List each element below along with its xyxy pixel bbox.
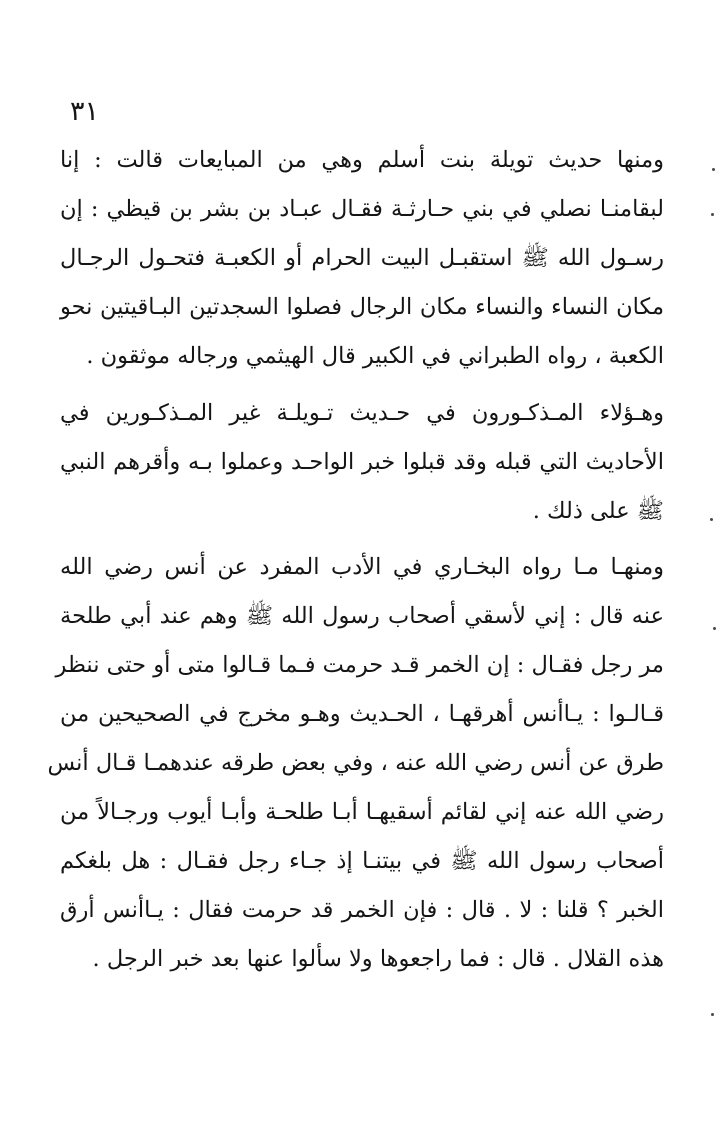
text-line: هذه القلال . قال : فما راجعوها ولا سألوا عنها بعد خبر الرجل . <box>92 946 664 972</box>
text-line: ﷺ على ذلك . <box>532 498 664 524</box>
text-line: الخبر ؟ قلنا : لا . قال : فإن الخمر قد حرمت فقال : يـاأنس أرق <box>60 897 664 923</box>
margin-mark <box>711 213 714 216</box>
text-line: مكان النساء والنساء مكان الرجال فصلوا السجدتين البـاقيتين نحو <box>60 294 664 320</box>
paragraph-mentioned-companions <box>60 389 664 536</box>
text-line: ومنهـا مـا رواه البخـاري في الأدب المفرد عن أنس رضي الله <box>60 554 664 580</box>
text-line: الأحاديث التي قبله وقد قبلوا خبر الواحـد وعملوا بـه وأقرهم النبي <box>60 449 664 475</box>
page-number: ٣١ <box>70 96 100 127</box>
paragraph-bukhari-adab <box>47 543 664 984</box>
margin-mark <box>711 1013 714 1016</box>
text-line: رسـول الله ﷺ استقبـل البيت الحرام أو الكعبـة فتحـول الرجـال <box>60 245 664 271</box>
text-line: قـالـوا : يـاأنس أهرقهـا ، الحـديث وهـو مخرج في الصحيحين من <box>60 701 664 727</box>
paragraph-tuwaila-hadith <box>60 136 664 381</box>
text-line: وهـؤلاء المـذكـورون في حـديث تـويلـة غير المـذكـورين في <box>60 400 664 426</box>
margin-mark <box>712 168 715 171</box>
text-line: الكعبة ، رواه الطبراني في الكبير قال الهيثمي ورجاله موثقون . <box>86 343 664 369</box>
text-line: رضي الله عنه إني لقائم أسقيهـا أبـا طلحـة وأبـا أيوب ورجـالاً من <box>60 799 664 825</box>
text-line: ومنها حديث تويلة بنت أسلم وهي من المبايعات قالت : إنا <box>60 147 664 173</box>
text-line: عنه قال : إني لأسقي أصحاب رسول الله ﷺ وهم عند أبي طلحة <box>60 603 664 629</box>
margin-mark <box>713 627 716 630</box>
text-line: طرق عن أنس رضي الله عنه ، وفي بعض طرقه عندهمـا قـال أنس <box>47 750 664 776</box>
text-line: مر رجل فقـال : إن الخمر قـد حرمت فـما قـالوا متى أو حتى ننظر <box>55 652 664 678</box>
text-line: لبقامنـا نصلي في بني حـارثـة فقـال عبـاد بن بشر بن قيظي : إن <box>60 196 664 222</box>
margin-mark <box>710 518 713 521</box>
text-line: أصحاب رسول الله ﷺ في بيتنـا إذ جـاء رجل فقـال : هل بلغكم <box>60 848 664 874</box>
